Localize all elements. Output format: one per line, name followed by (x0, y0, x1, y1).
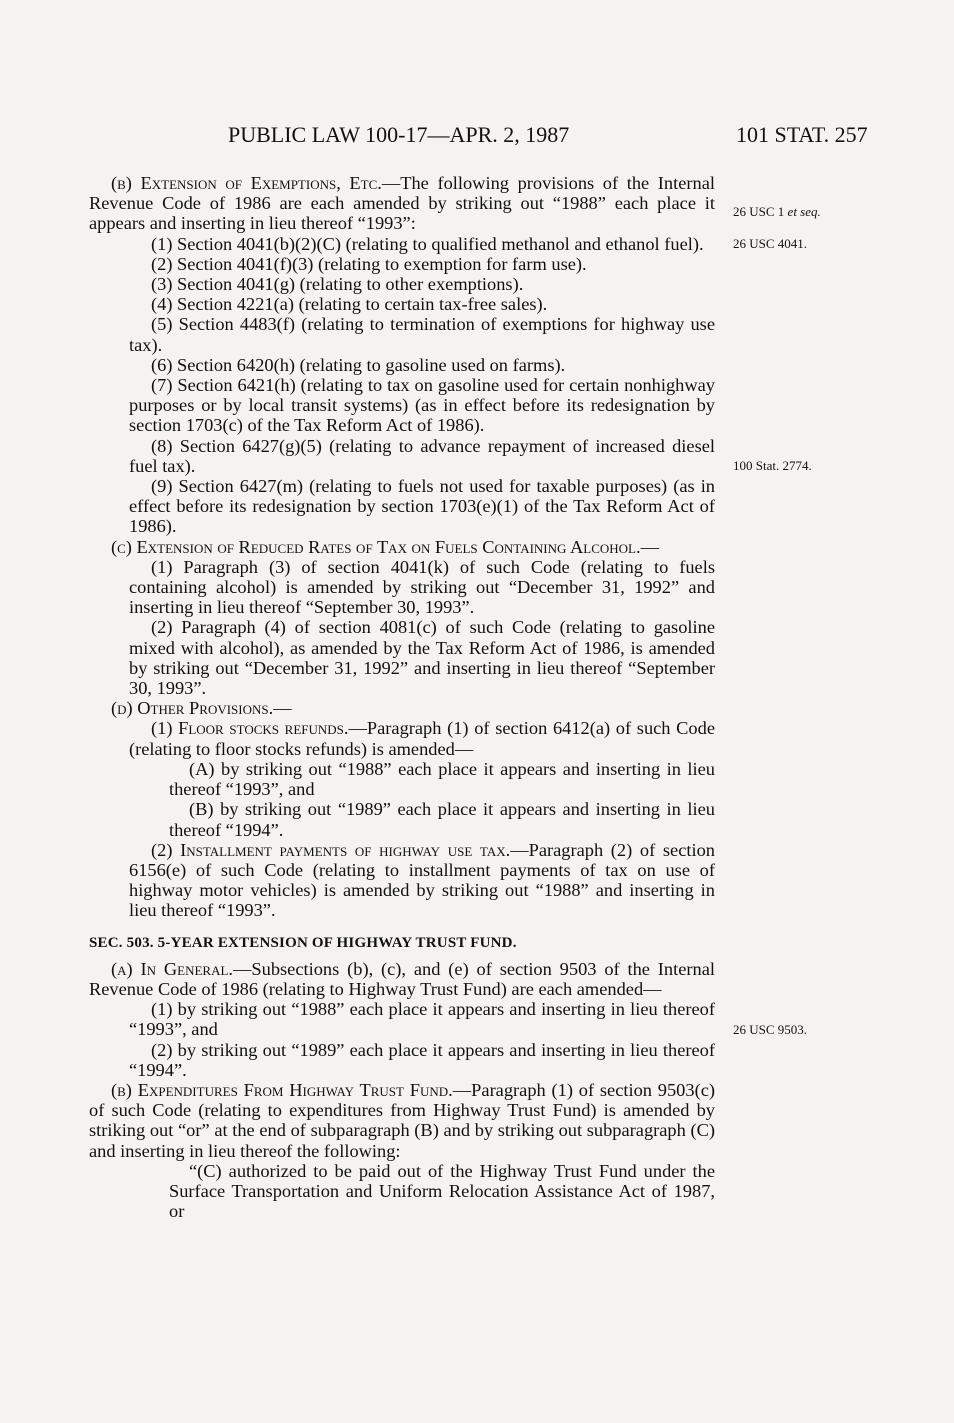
paragraph-b (89, 173, 715, 234)
header-title: PUBLIC LAW 100-17—APR. 2, 1987 (228, 122, 570, 147)
subsection-heading: (b) Extension of Exemptions, Etc. (111, 173, 382, 193)
document-body (89, 173, 715, 1221)
list-item: (5) Section 4483(f) (relating to termination of exemptions for highway use tax). (129, 314, 715, 355)
list-item: (4) Section 4221(a) (relating to certain tax-free sales). (151, 294, 548, 315)
list-item: (6) Section 6420(h) (relating to gasoline used on farms). (151, 354, 566, 375)
list-item: (2) by striking out “1989” each place it appears and inserting in lieu thereof “1994”. (129, 1039, 715, 1080)
subsection-heading: (b) Expenditures From Highway Trust Fund. (111, 1079, 453, 1100)
paragraph-d (89, 698, 715, 718)
subsection-heading: (a) In General. (111, 958, 234, 979)
paragraph-heading: (2) Installment payments of highway use tax. (151, 839, 511, 860)
list-item: (1) by striking out “1988” each place it appears and inserting in lieu thereof “1993”, and (129, 999, 715, 1040)
list-item: (8) Section 6427(g)(5) (relating to advance repayment of increased diesel fuel tax). (129, 435, 715, 476)
list-item (89, 718, 715, 758)
subsection-heading: (d) Other Provisions. (111, 698, 274, 719)
list-item: (7) Section 6421(h) (relating to tax on gasoline used for certain nonhighway purposes or by local transit systems) (as in effect before its redesignation by section 1703(c) of the Tax Reform Act of 1986). (129, 375, 715, 436)
paragraph-heading: (1) Floor stocks refunds. (151, 718, 349, 739)
list-item: (A) by striking out “1988” each place it appears and inserting in lieu thereof “1993”, and (169, 758, 715, 800)
header-page-number: 101 STAT. 257 (736, 122, 868, 147)
paragraph-text: —Paragraph (2) of section 6156(e) of such Code (relating to installment payments of tax on use of highway motor vehicles) is amended by striking out “1988” and inserting in lieu thereof “1993”. (129, 839, 715, 921)
list-item: (3) Section 4041(g) (relating to other exemptions). (151, 274, 524, 295)
paragraph-a (89, 959, 715, 999)
list-item: (2) Section 4041(f)(3) (relating to exemption for farm use). (151, 253, 587, 274)
list-item: (2) Paragraph (4) of section 4081(c) of such Code (relating to gasoline mixed with alcohol), as amended by the Tax Reform Act of 1986, is amended by striking out “December 31, 1992” and inserting in lieu thereof “September 30, 1993”. (129, 617, 715, 699)
paragraph-text: —Paragraph (1) of section 6412(a) of such Code (relating to floor stocks refunds) is amended— (129, 718, 715, 759)
paragraph-b-503 (89, 1080, 715, 1161)
paragraph-c (89, 537, 715, 557)
list-item (89, 840, 715, 921)
paragraph-text: —Subsections (b), (c), and (e) of section 9503 of the Internal Revenue Code of 1986 (relating to Highway Trust Fund) are each amended— (89, 958, 715, 999)
margin-citation: 26 USC 4041. (733, 236, 808, 251)
subsection-heading: (c) Extension of Reduced Rates of Tax on Fuels Containing Alcohol. (111, 536, 641, 557)
quoted-text: “(C) authorized to be paid out of the Highway Trust Fund under the Surface Transportation and Uniform Relocation Assistance Act of 1987, or (169, 1160, 715, 1222)
list-item: (9) Section 6427(m) (relating to fuels not used for taxable purposes) (as in effect before its redesignation by section 1703(e)(1) of the Tax Reform Act of 1986). (129, 476, 715, 537)
list-item: (1) Paragraph (3) of section 4041(k) of such Code (relating to fuels containing alcohol) is amended by striking out “December 31, 1992” and inserting in lieu thereof “September 30, 1993”. (129, 556, 715, 618)
dash: — (273, 698, 292, 719)
dash: — (640, 536, 659, 557)
margin-citation: 26 USC 1 et seq. (733, 204, 821, 219)
margin-citation: 26 USC 9503. (733, 1022, 808, 1037)
page-header (0, 122, 954, 152)
list-item: (1) Section 4041(b)(2)(C) (relating to qualified methanol and ethanol fuel). (151, 233, 704, 254)
paragraph-text: —The following provisions of the Internal Revenue Code of 1986 are each amended by striking out “1988” each place it appears and inserting in lieu thereof “1993”: (89, 173, 715, 234)
section-heading: SEC. 503. 5-YEAR EXTENSION OF HIGHWAY TRUST FUND. (89, 934, 517, 951)
list-item: (B) by striking out “1989” each place it appears and inserting in lieu thereof “1994”. (169, 799, 715, 840)
paragraph-text: —Paragraph (1) of section 9503(c) of such Code (relating to expenditures from Highway Trust Fund) is amended by striking out “or” at the end of subparagraph (B) and by striking out subparagraph (C) and inserting in lieu thereof the following: (89, 1079, 715, 1161)
margin-citation: 100 Stat. 2774. (733, 458, 812, 473)
